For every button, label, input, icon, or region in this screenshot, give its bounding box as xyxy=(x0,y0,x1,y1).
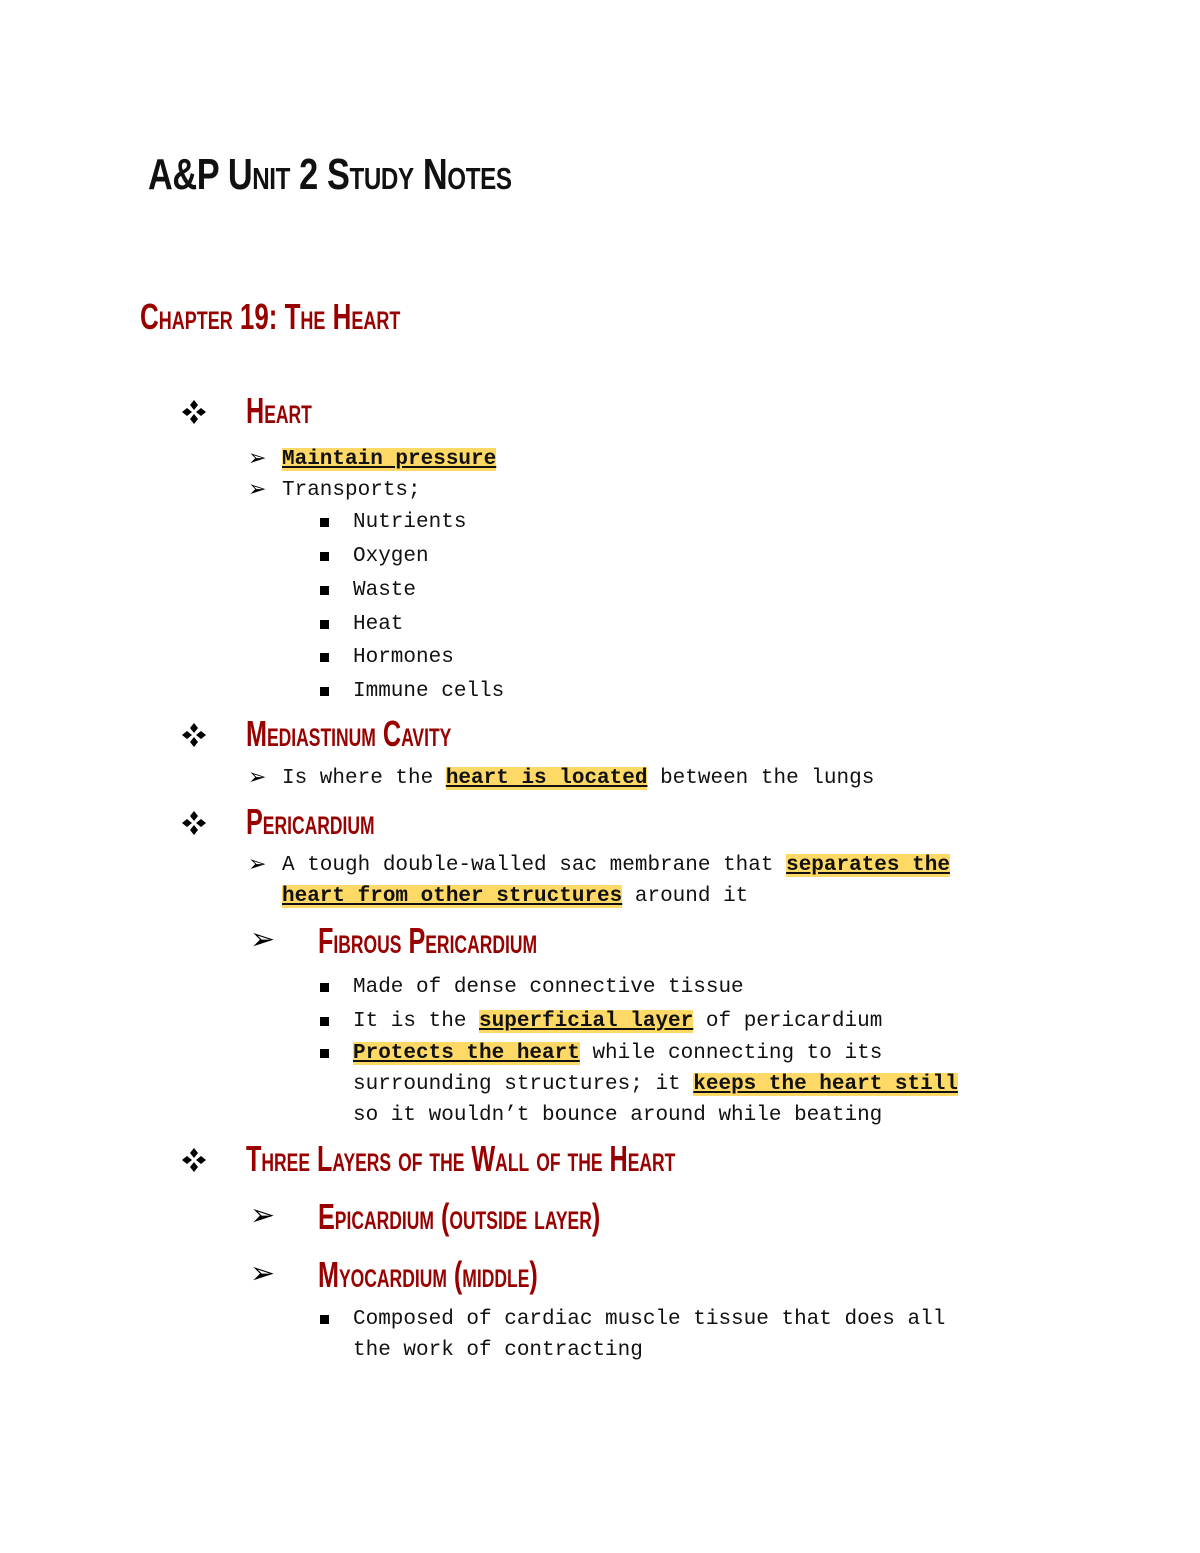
highlight-protects-heart: Protects the heart xyxy=(353,1042,580,1065)
text-segment: A tough double-walled sac membrane that xyxy=(282,854,787,877)
arrow-bullet-icon: ➢ xyxy=(250,1256,276,1291)
square-bullet-icon xyxy=(320,1315,329,1324)
list-item-continuation: so it wouldn’t bounce around while beating xyxy=(353,1104,883,1127)
text-segment: between the lungs xyxy=(647,767,875,790)
square-bullet-icon xyxy=(320,1017,329,1026)
text-segment: Is where the xyxy=(282,767,446,790)
arrow-bullet-icon: ➢ xyxy=(248,477,267,502)
arrow-bullet-icon: ➢ xyxy=(248,852,267,877)
list-item: Hormones xyxy=(353,646,454,669)
list-item: Made of dense connective tissue xyxy=(353,976,744,999)
highlight-keeps-heart-still: keeps the heart still xyxy=(693,1073,958,1096)
document-title: A&P Unit 2 Study Notes xyxy=(148,150,512,199)
subheading-fibrous-pericardium: Fibrous Pericardium xyxy=(318,920,538,961)
arrow-bullet-icon: ➢ xyxy=(248,765,267,790)
list-item xyxy=(282,444,496,475)
list-item: Heat xyxy=(353,613,404,636)
arrow-bullet-icon: ➢ xyxy=(248,446,267,471)
section-heading-three-layers: Three Layers of the Wall of the Heart xyxy=(246,1138,676,1179)
list-item xyxy=(353,1038,882,1069)
text-segment: surrounding structures; it xyxy=(353,1073,694,1096)
square-bullet-icon xyxy=(320,687,329,696)
square-bullet-icon xyxy=(320,586,329,595)
list-item xyxy=(282,850,950,881)
list-item-continuation xyxy=(353,1069,958,1100)
text-segment: while connecting to its xyxy=(579,1042,883,1065)
diamond-bullet-icon xyxy=(181,399,207,425)
section-heading-heart: Heart xyxy=(246,390,312,431)
arrow-bullet-icon: ➢ xyxy=(250,1198,276,1233)
square-bullet-icon xyxy=(320,653,329,662)
highlight-separates: separates the xyxy=(786,854,950,877)
text-segment: around it xyxy=(622,885,749,908)
subheading-epicardium: Epicardium (outside layer) xyxy=(318,1196,601,1237)
diamond-bullet-icon xyxy=(181,722,207,748)
diamond-bullet-icon xyxy=(181,810,207,836)
section-heading-pericardium: Pericardium xyxy=(246,801,375,842)
list-item-continuation xyxy=(282,881,748,912)
list-item xyxy=(353,1006,882,1037)
square-bullet-icon xyxy=(320,620,329,629)
square-bullet-icon xyxy=(320,518,329,527)
highlight-superficial-layer: superficial layer xyxy=(479,1010,694,1033)
arrow-bullet-icon: ➢ xyxy=(250,922,276,957)
list-item xyxy=(282,763,874,794)
chapter-title: Chapter 19: The Heart xyxy=(140,296,401,337)
list-item-continuation: the work of contracting xyxy=(353,1339,643,1362)
square-bullet-icon xyxy=(320,983,329,992)
list-item: Nutrients xyxy=(353,511,467,534)
text-segment: of pericardium xyxy=(693,1010,883,1033)
section-heading-mediastinum: Mediastinum Cavity xyxy=(246,713,452,754)
highlight-heart-located: heart is located xyxy=(445,767,648,790)
highlight-heart-from-other: heart from other structures xyxy=(282,885,623,908)
square-bullet-icon xyxy=(320,552,329,561)
list-item: Oxygen xyxy=(353,545,429,568)
list-item: Immune cells xyxy=(353,680,505,703)
highlight-maintain-pressure: Maintain pressure xyxy=(282,448,497,471)
square-bullet-icon xyxy=(320,1049,329,1058)
text-segment: It is the xyxy=(353,1010,480,1033)
list-item: Waste xyxy=(353,579,417,602)
list-item: Transports; xyxy=(282,479,421,502)
diamond-bullet-icon xyxy=(181,1147,207,1173)
subheading-myocardium: Myocardium (middle) xyxy=(318,1254,538,1295)
list-item: Composed of cardiac muscle tissue that does all xyxy=(353,1308,946,1331)
